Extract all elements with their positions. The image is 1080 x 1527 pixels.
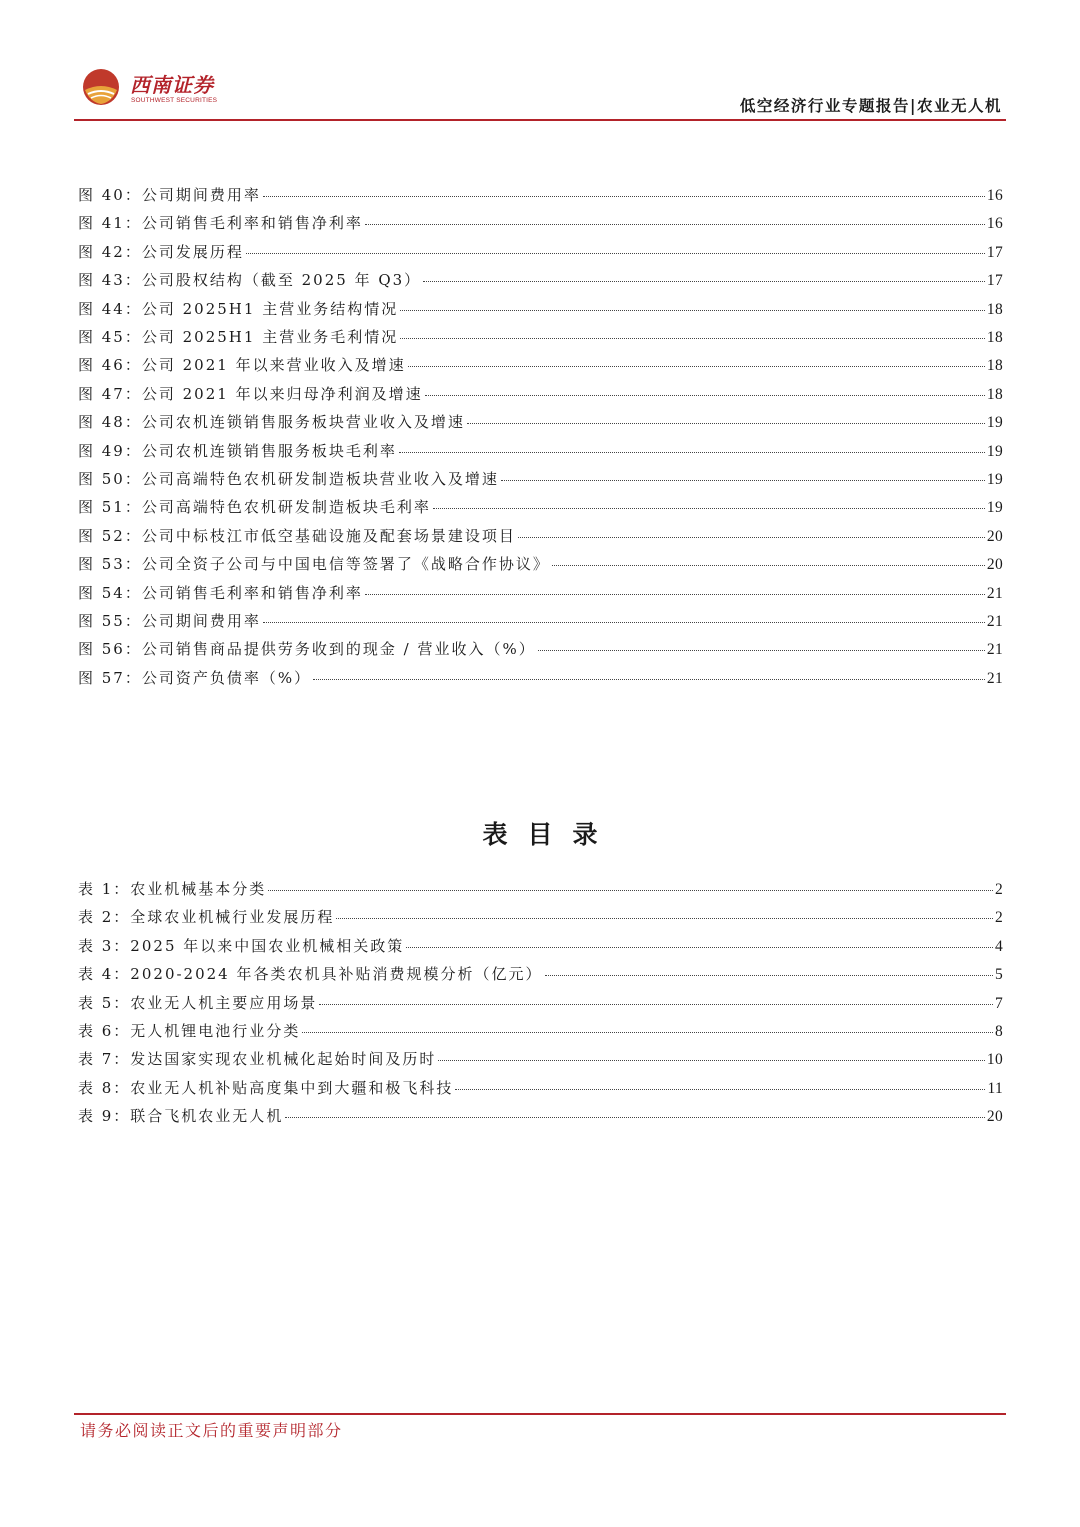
table-toc-entry-page: 2	[994, 909, 1003, 927]
figure-toc-entry[interactable]	[78, 326, 1003, 346]
table-toc-entry-page: 2	[994, 881, 1003, 898]
table-toc-entry-label: 表 1：农业机械基本分类	[78, 880, 267, 898]
figure-toc-entry-page: 19	[986, 499, 1003, 517]
dot-leader	[552, 564, 985, 566]
figure-toc-entry[interactable]	[78, 298, 1003, 318]
company-logo	[82, 66, 232, 110]
figure-toc-entry-page: 21	[986, 584, 1003, 602]
table-toc-entry[interactable]	[78, 1077, 1003, 1097]
figure-toc-entry[interactable]	[78, 582, 1003, 602]
table-toc-entry-page: 7	[994, 994, 1003, 1012]
dot-leader	[336, 917, 993, 919]
table-toc-entry-page: 10	[986, 1051, 1003, 1069]
table-toc-entry-page: 11	[987, 1079, 1003, 1097]
table-toc-entry-page: 4	[994, 937, 1003, 955]
dot-leader	[455, 1088, 985, 1090]
figure-toc-entry[interactable]	[78, 667, 1003, 687]
figure-toc-entry-label: 图 57：公司资产负债率（%）	[78, 668, 312, 687]
figure-toc-entry-label: 图 48：公司农机连锁销售服务板块营业收入及增速	[78, 413, 465, 432]
figure-toc-entry[interactable]	[78, 184, 1003, 204]
dot-leader	[423, 280, 985, 282]
dot-leader	[263, 621, 985, 623]
dot-leader	[365, 593, 985, 595]
figure-toc-entry[interactable]	[78, 638, 1003, 658]
table-toc-entry-page: 5	[994, 966, 1003, 984]
figure-toc-entry-label: 图 54：公司销售毛利率和销售净利率	[78, 583, 363, 602]
figure-toc-entry[interactable]	[78, 553, 1003, 573]
figure-toc-entry[interactable]	[78, 496, 1003, 516]
dot-leader	[285, 1116, 985, 1118]
report-title: 低空经济行业专题报告|农业无人机	[739, 96, 1002, 115]
dot-leader	[400, 309, 985, 311]
table-toc-entry[interactable]	[78, 963, 1003, 983]
dot-leader	[399, 451, 985, 453]
table-toc-entry[interactable]	[78, 906, 1003, 926]
dot-leader	[313, 678, 985, 680]
figure-toc-entry-label: 图 52：公司中标枝江市低空基础设施及配套场景建设项目	[78, 526, 516, 545]
footer-divider	[74, 1413, 1006, 1415]
dot-leader	[501, 479, 985, 481]
dot-leader	[425, 394, 985, 396]
figure-toc-entry-label: 图 44：公司 2025H1 主营业务结构情况	[78, 299, 399, 318]
figure-toc-entry-label: 图 47：公司 2021 年以来归母净利润及增速	[78, 384, 423, 403]
dot-leader	[518, 536, 985, 538]
figure-toc-entry-page: 18	[986, 329, 1003, 346]
figure-toc-entry-label: 图 40：公司期间费用率	[78, 186, 261, 204]
table-toc-entry-label: 表 9：联合飞机农业无人机	[78, 1107, 284, 1126]
figure-toc-entry[interactable]	[78, 212, 1003, 232]
figure-toc-entry-label: 图 45：公司 2025H1 主营业务毛利情况	[78, 328, 399, 346]
dot-leader	[246, 252, 985, 254]
table-toc-entry-label: 表 4：2020-2024 年各类农机具补贴消费规模分析（亿元）	[78, 965, 543, 984]
table-toc-entry-page: 8	[994, 1023, 1003, 1040]
figure-toc-entry[interactable]	[78, 525, 1003, 545]
dot-leader	[302, 1031, 993, 1033]
table-toc-entry-label: 表 5：农业无人机主要应用场景	[78, 993, 318, 1012]
table-toc-entry[interactable]	[78, 1020, 1003, 1040]
figure-toc-entry-page: 18	[986, 385, 1003, 403]
table-toc-entry-label: 表 8：农业无人机补贴高度集中到大疆和极飞科技	[78, 1078, 454, 1097]
figure-toc-entry[interactable]	[78, 241, 1003, 261]
logo-english-name: SOUTHWEST SECURITIES	[131, 97, 218, 104]
dot-leader	[408, 365, 985, 367]
tables-toc-heading: 表目录	[482, 820, 618, 849]
dot-leader	[545, 974, 993, 976]
dot-leader	[433, 507, 985, 509]
header-divider	[74, 119, 1006, 121]
figure-toc-entry[interactable]	[78, 411, 1003, 431]
figure-toc-entry-label: 图 55：公司期间费用率	[78, 612, 261, 630]
figure-toc-entry-page: 21	[986, 641, 1003, 659]
table-toc-entry-page: 20	[986, 1108, 1003, 1126]
figure-toc-entry-label: 图 42：公司发展历程	[78, 242, 244, 261]
figure-toc-entry-label: 图 49：公司农机连锁销售服务板块毛利率	[78, 441, 397, 460]
table-toc-entry[interactable]	[78, 992, 1003, 1012]
table-toc-entry[interactable]	[78, 935, 1003, 955]
figure-toc-entry-label: 图 53：公司全资子公司与中国电信等签署了《战略合作协议》	[78, 555, 550, 574]
figure-toc-entry-page: 16	[986, 215, 1003, 233]
dot-leader	[538, 649, 985, 651]
figure-toc-entry-label: 图 46：公司 2021 年以来营业收入及增速	[78, 356, 406, 375]
figure-toc-entry[interactable]	[78, 269, 1003, 289]
table-toc-entry-label: 表 7：发达国家实现农业机械化起始时间及历时	[78, 1050, 437, 1069]
dot-leader	[400, 337, 985, 339]
figure-toc-entry[interactable]	[78, 354, 1003, 374]
figure-toc-entry-page: 20	[986, 556, 1003, 574]
figure-toc-entry-page: 17	[986, 272, 1003, 290]
figure-toc-entry[interactable]	[78, 383, 1003, 403]
figure-toc-entry-page: 19	[986, 414, 1003, 432]
figure-toc-entry-label: 图 41：公司销售毛利率和销售净利率	[78, 214, 363, 233]
table-toc-entry[interactable]	[78, 1048, 1003, 1068]
figure-toc-entry-page: 17	[986, 243, 1003, 261]
dot-leader	[467, 422, 985, 424]
dot-leader	[365, 223, 985, 225]
table-toc-entry-label: 表 3：2025 年以来中国农业机械相关政策	[78, 936, 405, 955]
table-toc-entry-label: 表 6：无人机锂电池行业分类	[78, 1022, 301, 1040]
dot-leader	[268, 889, 993, 891]
figure-toc-entry-page: 20	[986, 527, 1003, 545]
sun-logo-icon	[82, 68, 120, 106]
logo-chinese-name: 西南证券	[130, 73, 214, 97]
table-toc-entry[interactable]	[78, 1105, 1003, 1125]
dot-leader	[319, 1003, 993, 1005]
dot-leader	[406, 946, 993, 948]
figure-toc-entry[interactable]	[78, 610, 1003, 630]
figure-toc-entry-page: 21	[986, 669, 1003, 687]
figure-toc-entry[interactable]	[78, 440, 1003, 460]
figure-toc-entry-label: 图 56：公司销售商品提供劳务收到的现金 / 营业收入（%）	[78, 640, 536, 659]
figure-toc-entry-page: 18	[986, 300, 1003, 318]
figure-toc-entry-label: 图 50：公司高端特色农机研发制造板块营业收入及增速	[78, 470, 499, 488]
table-toc-entry-label: 表 2：全球农业机械行业发展历程	[78, 908, 335, 927]
table-toc-entry[interactable]	[78, 878, 1003, 898]
figure-toc-entry[interactable]	[78, 468, 1003, 488]
figure-toc-entry-page: 19	[986, 442, 1003, 460]
figure-toc-entry-label: 图 51：公司高端特色农机研发制造板块毛利率	[78, 498, 431, 517]
figure-toc-entry-page: 19	[986, 471, 1003, 488]
figure-toc-entry-label: 图 43：公司股权结构（截至 2025 年 Q3）	[78, 271, 422, 290]
figure-toc-entry-page: 18	[986, 357, 1003, 375]
footer-disclaimer: 请务必阅读正文后的重要声明部分	[80, 1421, 343, 1440]
figure-toc-entry-page: 16	[986, 187, 1003, 204]
figure-toc-entry-page: 21	[986, 613, 1003, 630]
dot-leader	[263, 195, 985, 197]
dot-leader	[438, 1059, 985, 1061]
